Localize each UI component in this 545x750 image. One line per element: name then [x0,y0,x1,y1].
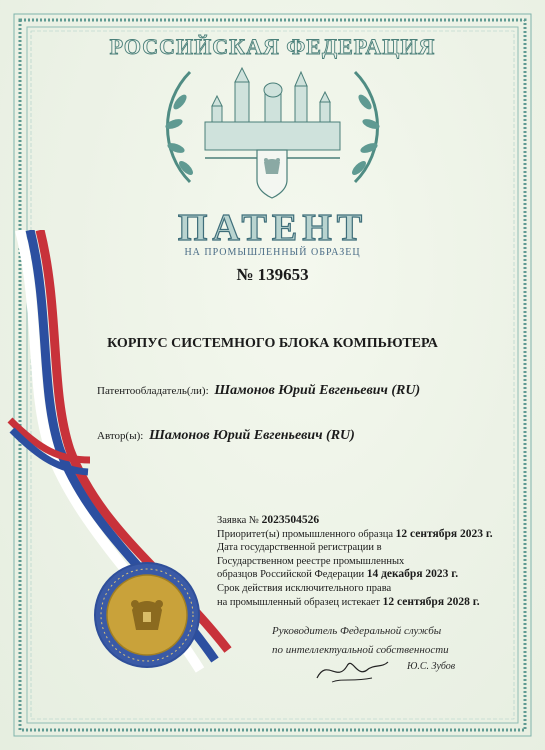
priority-date: 12 сентября 2023 г. [395,527,493,540]
holder-value: Шамонов Юрий Евгеньевич (RU) [214,383,421,398]
double-headed-eagle-icon [257,150,287,198]
term-line1: Срок действия исключительного права [217,582,392,594]
patent-number: № 139653 [236,265,309,284]
reg-row [217,568,493,582]
signatory-name: Ю.С. Зубов [407,661,456,672]
patent-author [97,428,355,444]
author-value: Шамонов Юрий Евгеньевич (RU) [149,428,355,443]
application-row [217,514,493,528]
registration-details [217,514,493,609]
author-label: Автор(ы): [97,430,144,442]
priority-row [217,528,493,542]
term-row [217,596,493,610]
country-name: РОССИЙСКАЯ ФЕДЕРАЦИЯ [109,34,436,59]
patent-subtitle: НА ПРОМЫШЛЕННЫЙ ОБРАЗЕЦ [184,247,361,258]
federal-service-seal [92,560,202,670]
registration-date: 14 декабря 2023 г. [366,568,459,581]
signatory-title-line1: Руководитель Федеральной службы [272,625,442,637]
reg-line1: Дата государственной регистрации в [217,542,382,554]
patent-title: ПАТЕНТ [177,207,368,249]
kremlin-laurel-emblem [150,62,395,202]
patent-holder [97,383,420,399]
expiry-date: 12 сентября 2028 г. [382,595,480,608]
application-label: Заявка № [217,515,259,526]
design-title: КОРПУС СИСТЕМНОГО БЛОКА КОМПЬЮТЕРА [107,336,438,351]
application-number: 2023504526 [261,514,320,526]
handwritten-signature [312,648,392,688]
reg-line2: Государственном реестре промышленных [217,555,405,567]
holder-label: Патентообладатель(ли): [97,385,209,397]
term-line2: на промышленный образец истекает [217,596,380,608]
signatory-title-line2: по интеллектуальной собственности [272,644,449,656]
priority-label: Приоритет(ы) промышленного образца [217,528,394,540]
reg-line3: образцов Российской Федерации [217,569,365,581]
